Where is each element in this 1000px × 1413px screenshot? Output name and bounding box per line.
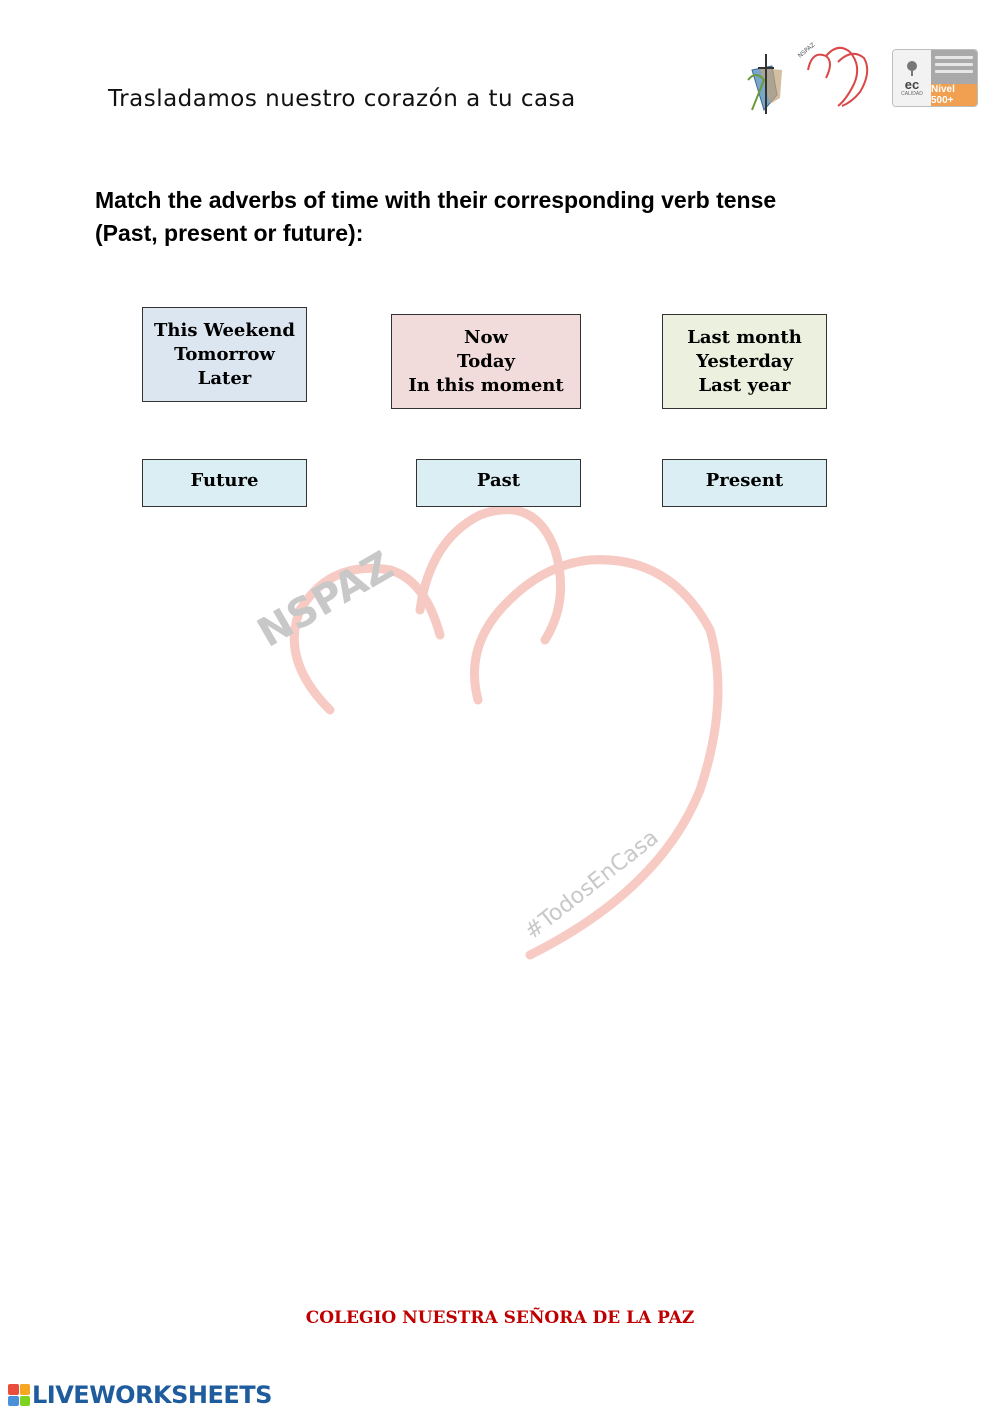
instructions: [95, 184, 855, 250]
adverb-item: Tomorrow: [174, 343, 275, 365]
target-present[interactable]: Present: [662, 459, 827, 507]
adverb-group-past[interactable]: [662, 314, 827, 409]
heart-watermark: [240, 500, 740, 970]
footer-school-name: COLEGIO NUESTRA SEÑORA DE LA PAZ: [305, 1308, 695, 1328]
target-future[interactable]: Future: [142, 459, 307, 507]
quality-badge: [892, 49, 978, 107]
adverb-item: Last year: [698, 374, 791, 396]
badge-level: Nivel 500+: [931, 84, 977, 106]
instructions-line-2: (Past, present or future):: [95, 220, 364, 246]
adverb-item: Last month: [687, 326, 802, 348]
badge-brand: ec: [904, 76, 920, 92]
badge-sub: CALIDAD: [901, 90, 923, 97]
adverb-group-future[interactable]: [142, 307, 307, 402]
adverb-item: Today: [456, 350, 516, 372]
adverb-item: This Weekend: [154, 319, 295, 341]
instructions-line-1: Match the adverbs of time with their corresponding verb tense: [95, 187, 777, 213]
school-logo: [742, 40, 872, 118]
adverb-item: Yesterday: [696, 350, 793, 372]
liveworksheets-icon: [8, 1384, 30, 1406]
liveworksheets-brand[interactable]: [8, 1381, 272, 1409]
watermark-top-text: NSPAZ: [250, 542, 402, 657]
header-title: Trasladamos nuestro corazón a tu casa: [108, 86, 576, 112]
brand-text: LIVEWORKSHEETS: [32, 1381, 272, 1409]
target-past[interactable]: Past: [416, 459, 581, 507]
tree-icon: [902, 60, 922, 78]
logo-text: NSPAZ: [796, 41, 817, 60]
watermark-bottom-text: #TodosEnCasa: [520, 825, 664, 945]
adverb-item: Later: [197, 367, 252, 389]
adverb-item: In this moment: [408, 374, 564, 396]
adverb-item: Now: [464, 326, 508, 348]
adverb-group-present[interactable]: [391, 314, 581, 409]
